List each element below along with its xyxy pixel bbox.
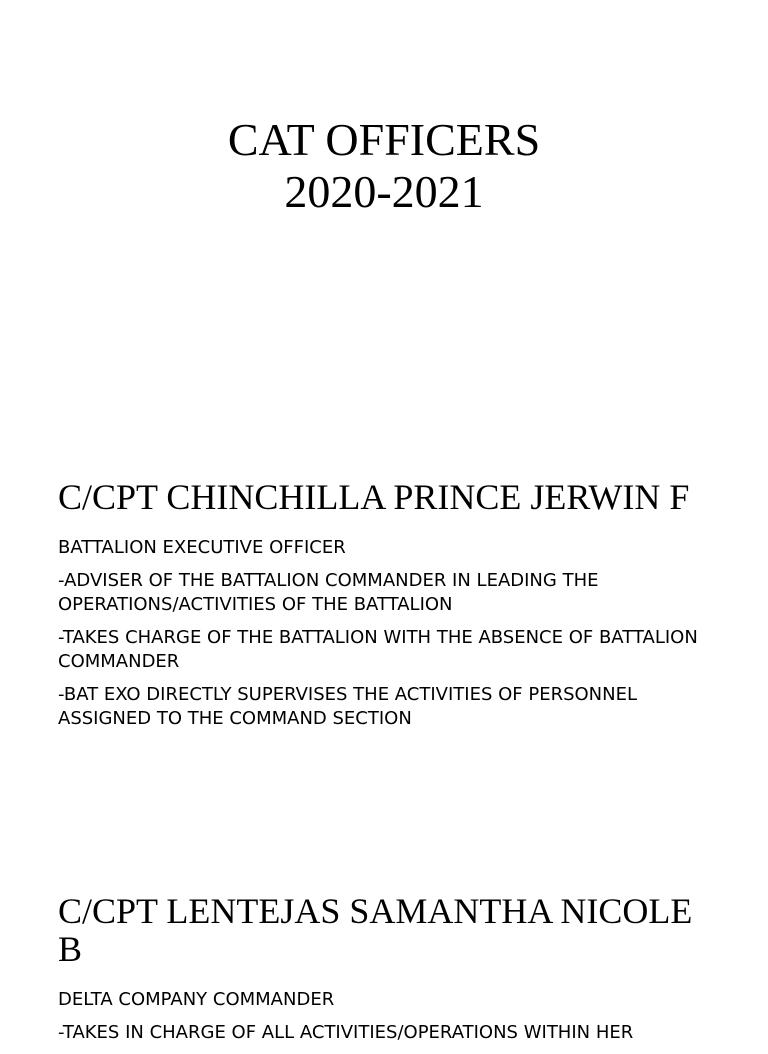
officer-duty: -ADVISER OF THE BATTALION COMMANDER IN LEADING THE OPERATIONS/ACTIVITIES OF THE BATTALION (58, 570, 599, 615)
page-title (0, 114, 768, 218)
title-slide (0, 0, 768, 420)
officer-section (58, 478, 718, 740)
title-line-2: 2020-2021 (284, 166, 484, 217)
officer-duty: -TAKES IN CHARGE OF ALL ACTIVITIES/OPERATIONS WITHIN HER (58, 1022, 634, 1043)
officer-role: DELTA COMPANY COMMANDER (58, 989, 335, 1010)
officer-role: BATTALION EXECUTIVE OFFICER (58, 537, 346, 558)
officer-duty: -BAT EXO DIRECTLY SUPERVISES THE ACTIVITIES OF PERSONNEL ASSIGNED TO THE COMMAND SECTION (58, 684, 638, 729)
officer-name: C/CPT CHINCHILLA PRINCE JERWIN F (58, 477, 690, 517)
officer-duty: -TAKES CHARGE OF THE BATTALION WITH THE ABSENCE OF BATTALION COMMANDER (58, 627, 698, 672)
officer-name: C/CPT LENTEJAS SAMANTHA NICOLE B (58, 891, 693, 969)
officer-description (58, 988, 718, 1045)
officer-description (58, 536, 718, 731)
title-line-1: CAT OFFICERS (227, 114, 541, 165)
officer-section (58, 892, 718, 1054)
